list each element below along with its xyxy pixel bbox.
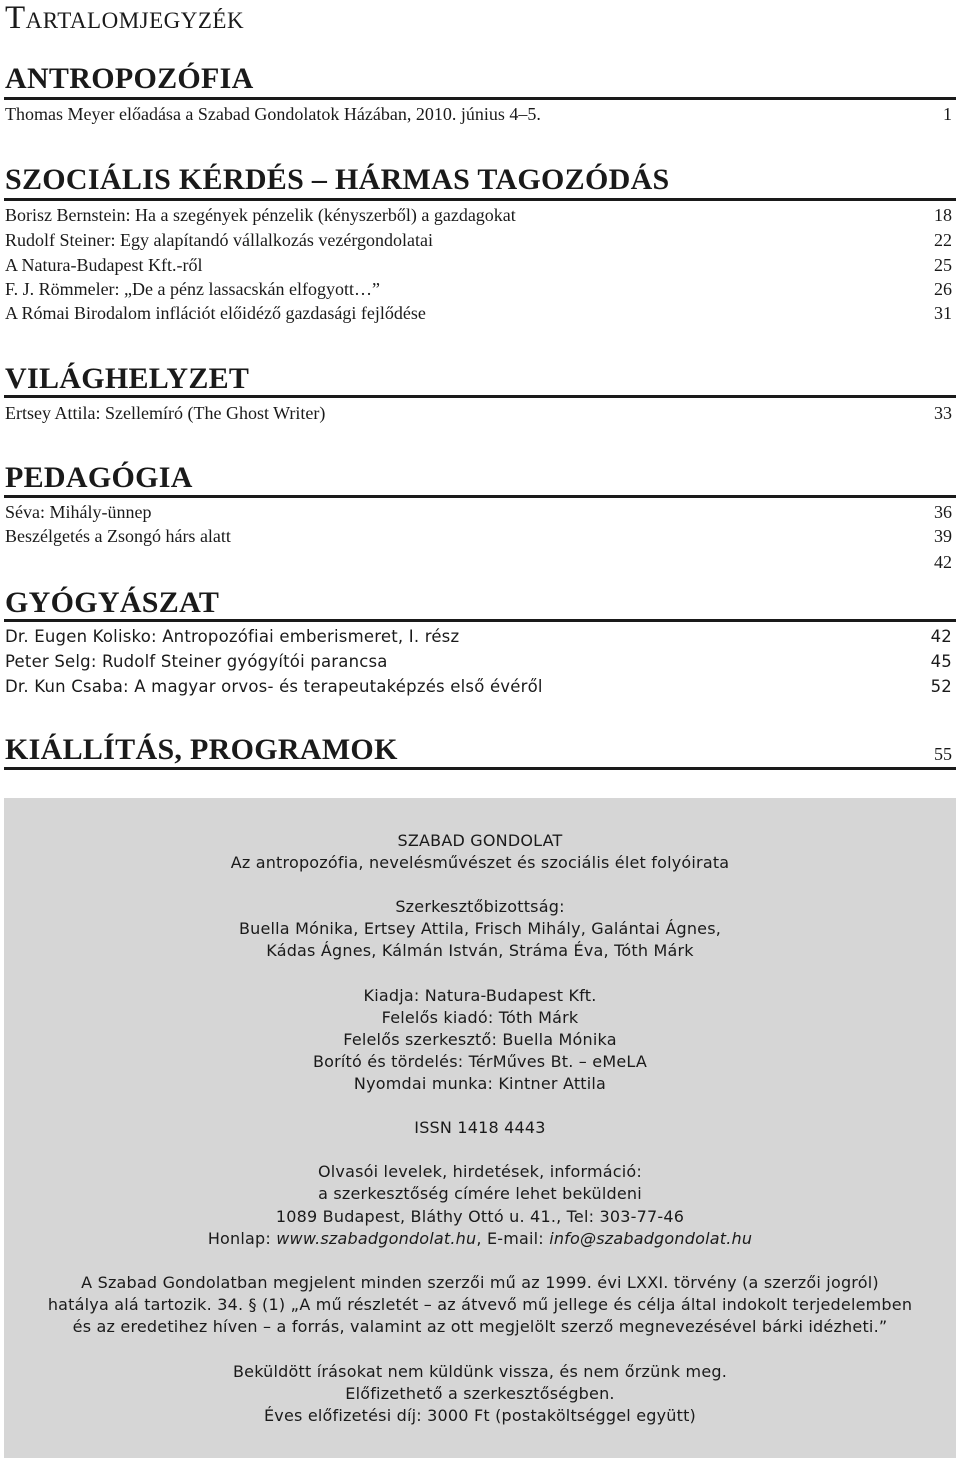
imprint-copyright-line: A Szabad Gondolatban megjelent minden szerzői mű az 1999. évi LXXI. törvény (a szerzői jogról): [81, 1273, 879, 1292]
imprint-contact-line: Olvasói levelek, hirdetések, információ:: [317, 1162, 643, 1181]
toc-entry[interactable]: [5, 624, 952, 649]
section-heading-gyogyaszat: GYÓGYÁSZAT: [5, 586, 220, 619]
toc-entry[interactable]: [5, 253, 952, 278]
section-heading-pedagogia: PEDAGÓGIA: [5, 461, 193, 494]
toc-entry[interactable]: [5, 203, 952, 228]
imprint-board-line: Buella Mónika, Ertsey Attila, Frisch Mihály, Galántai Ágnes,: [238, 919, 722, 938]
toc-entry-title: Borisz Bernstein: Ha a szegények pénzelik (kényszerből) a gazdagokat: [5, 205, 516, 225]
toc-entry-page: 45: [930, 652, 952, 671]
toc-entry[interactable]: [5, 301, 952, 326]
toc-entry-page: 52: [930, 677, 952, 696]
imprint-web-label: Honlap:: [207, 1229, 277, 1248]
imprint-layout: Borító és tördelés: TérMűves Bt. – eMeLA: [312, 1052, 648, 1071]
toc-entry-page: 1: [943, 104, 952, 124]
toc-entry-title: A Natura-Budapest Kft.-ről: [5, 255, 203, 275]
section-rule: [4, 767, 956, 770]
toc-entry[interactable]: [5, 277, 952, 302]
toc-entry-page: 25: [934, 255, 952, 275]
email-link[interactable]: info@szabadgondolat.hu: [549, 1229, 753, 1248]
website-link[interactable]: www.szabadgondolat.hu: [276, 1229, 477, 1248]
toc-entry[interactable]: [5, 228, 952, 253]
page-title: Tartalomjegyzék: [5, 0, 245, 36]
toc-entry-title: Séva: Mihály-ünnep: [5, 502, 152, 522]
section-heading-antropozofia: ANTROPOZÓFIA: [5, 62, 254, 95]
imprint-contact-line: a szerkesztőség címére lehet beküldeni: [318, 1184, 642, 1203]
section-page-gyogyaszat: [5, 550, 952, 575]
toc-entry-title: Thomas Meyer előadása a Szabad Gondolatok Házában, 2010. június 4–5.: [5, 104, 541, 124]
imprint-issn: ISSN 1418 4443: [414, 1118, 546, 1137]
imprint-web-line: [4, 1228, 956, 1250]
imprint-responsible-publisher: Felelős kiadó: Tóth Márk: [381, 1008, 579, 1027]
toc-entry[interactable]: [5, 649, 952, 674]
toc-entry-title: Beszélgetés a Zsongó hárs alatt: [5, 526, 231, 546]
imprint-board-label: Szerkesztőbizottság:: [395, 897, 565, 916]
toc-entry[interactable]: [5, 102, 952, 127]
imprint-name: SZABAD GONDOLAT: [397, 831, 563, 850]
imprint-note: Előfizethető a szerkesztőségben.: [345, 1384, 615, 1403]
imprint-box: [4, 798, 956, 1458]
section-heading-kiallitas: KIÁLLÍTÁS, PROGRAMOK: [5, 733, 398, 766]
toc-entry[interactable]: [5, 500, 952, 525]
toc-entry-page: 55: [934, 744, 952, 764]
section-rule: [4, 619, 956, 622]
toc-entry-page: 18: [934, 205, 952, 225]
imprint-note: Beküldött írásokat nem küldünk vissza, és nem őrzünk meg.: [232, 1362, 728, 1381]
imprint-copyright-line: hatálya alá tartozik. 34. § (1) „A mű részletét – az átvevő mű jellege és célja által indokolt terjedelemben: [47, 1295, 913, 1314]
toc-entry[interactable]: [5, 401, 952, 426]
toc-entry-page: 39: [934, 526, 952, 546]
toc-entry-page: 36: [934, 502, 952, 522]
imprint-subtitle: Az antropozófia, nevelésművészet és szociális élet folyóirata: [230, 853, 730, 872]
imprint-note: Éves előfizetési díj: 3000 Ft (postaköltséggel együtt): [264, 1406, 696, 1425]
section-rule: [4, 198, 956, 201]
section-heading-szocialis: SZOCIÁLIS KÉRDÉS – HÁRMAS TAGOZÓDÁS: [5, 163, 670, 196]
toc-entry-title: A Római Birodalom inflációt előidéző gazdasági fejlődése: [5, 303, 426, 323]
toc-entry-page: 26: [934, 279, 952, 299]
toc-entry[interactable]: [5, 524, 952, 549]
section-heading-vilaghelyzet: VILÁGHELYZET: [5, 362, 250, 395]
toc-entry-title: Peter Selg: Rudolf Steiner gyógyítói parancsa: [5, 652, 388, 671]
imprint-responsible-editor: Felelős szerkesztő: Buella Mónika: [343, 1030, 617, 1049]
toc-entry-page: 22: [934, 230, 952, 250]
toc-entry-title: F. J. Römmeler: „De a pénz lassacskán elfogyott…”: [5, 279, 380, 299]
toc-entry-page: 42: [930, 627, 952, 646]
toc-entry-title: Ertsey Attila: Szellemíró (The Ghost Writer): [5, 403, 326, 423]
toc-entry-title: Rudolf Steiner: Egy alapítandó vállalkozás vezérgondolatai: [5, 230, 434, 250]
section-rule: [4, 495, 956, 498]
toc-entry-title: Dr. Kun Csaba: A magyar orvos- és terapeutaképzés első évéről: [5, 677, 543, 696]
toc-entry-page: 33: [934, 403, 952, 423]
imprint-board-line: Kádas Ágnes, Kálmán István, Stráma Éva, Tóth Márk: [266, 941, 694, 960]
toc-entry[interactable]: [5, 674, 952, 699]
imprint-publisher: Kiadja: Natura-Budapest Kft.: [363, 986, 597, 1005]
imprint-printing: Nyomdai munka: Kintner Attila: [353, 1074, 607, 1093]
toc-entry-page: 42: [934, 552, 952, 572]
imprint-address: 1089 Budapest, Bláthy Ottó u. 41., Tel: 303-77-46: [275, 1207, 685, 1226]
section-rule: [4, 395, 956, 398]
toc-entry-title: Dr. Eugen Kolisko: Antropozófiai emberismeret, I. rész: [5, 627, 460, 646]
imprint-copyright-line: és az eredetihez híven – a forrás, valamint az ott megjelölt szerző megnevezésével bárki idézheti.”: [72, 1317, 888, 1336]
toc-entry-page: 31: [934, 303, 952, 323]
section-rule: [4, 97, 956, 100]
imprint-email-label: , E-mail:: [476, 1229, 550, 1248]
